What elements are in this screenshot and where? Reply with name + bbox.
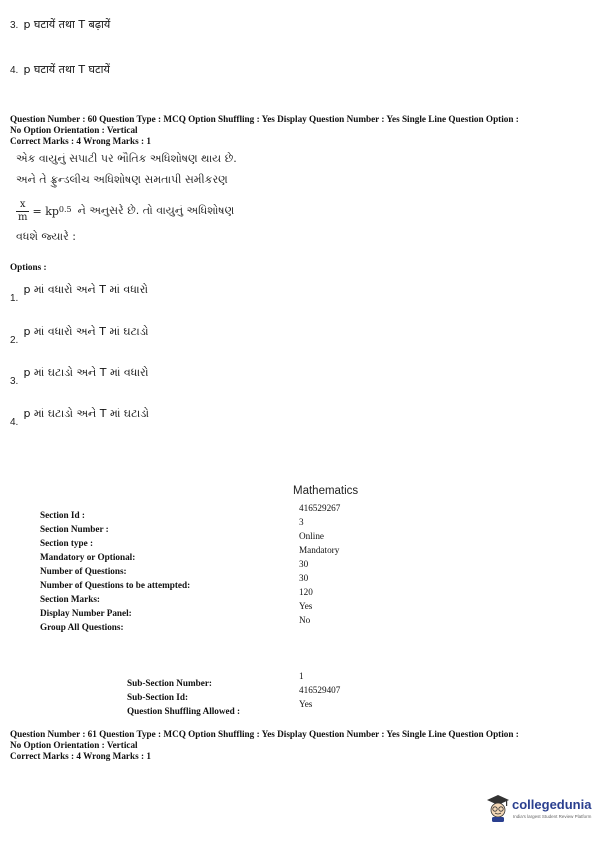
section-row-value: Yes: [299, 601, 313, 611]
logo-wordmark: collegedunia: [512, 797, 592, 812]
section-row: [40, 559, 380, 576]
section-row-label: Number of Questions:: [40, 566, 127, 576]
option-number: 4.: [10, 65, 19, 76]
section-row-label: Section Marks:: [40, 594, 100, 604]
question-meta-line2: No Option Orientation : Vertical: [10, 125, 138, 135]
question-text-line2: અને તે ફ્રુન્ડલીચ અધિશોષણ સમતાપી સમીકરણ: [16, 173, 228, 186]
subsection-row: [127, 671, 387, 688]
option-text: p માં ઘટાડો અને T માં વધારો: [23, 366, 149, 379]
fraction-numerator: x: [16, 199, 29, 212]
section-row-value: No: [299, 615, 311, 625]
subsection-row-value: 1: [299, 671, 304, 681]
section-title: Mathematics: [293, 485, 359, 497]
section-row-label: Section Id :: [40, 510, 85, 520]
subsection-row-label: Sub-Section Number:: [127, 678, 212, 688]
subsection-row-label: Question Shuffling Allowed :: [127, 706, 241, 716]
option-2[interactable]: [10, 320, 149, 346]
subsection-row: [127, 685, 387, 702]
subsection-row-value: Yes: [299, 699, 313, 709]
question-meta-line1: Question Number : 60 Question Type : MCQ Option Shuffling : Yes Display Question Number : Yes Single Line Question Option :: [10, 114, 519, 124]
section-row-label: Section type :: [40, 538, 94, 548]
equation-rhs: = kp: [32, 204, 59, 218]
question-equation-line: [16, 196, 237, 226]
subsection-row-value: 416529407: [299, 685, 341, 695]
section-row-label: Number of Questions to be attempted:: [40, 580, 191, 590]
question-text-line3: ને અનુસરે છે. તો વાયુનું અધિશોષણ: [77, 204, 235, 217]
section-row-label: Section Number :: [40, 524, 109, 534]
graduate-mascot-icon: [486, 794, 510, 822]
option-4[interactable]: [10, 402, 149, 428]
question-marks: Correct Marks : 4 Wrong Marks : 1: [10, 136, 151, 146]
section-row-value: 30: [299, 573, 309, 583]
question-meta-line2: No Option Orientation : Vertical: [10, 740, 138, 750]
section-row: [40, 503, 380, 520]
collegedunia-logo: [486, 794, 590, 824]
option-number: 3.: [10, 20, 19, 31]
section-row: [40, 573, 380, 590]
question-marks: Correct Marks : 4 Wrong Marks : 1: [10, 751, 151, 761]
question-60-body: [16, 152, 237, 250]
logo-tagline: India's largest Student Review Platform: [513, 814, 592, 819]
section-row-value: 120: [299, 587, 313, 597]
question-meta-line1: Question Number : 61 Question Type : MCQ Option Shuffling : Yes Display Question Number : Yes Single Line Question Option :: [10, 729, 519, 739]
subsection-row-label: Sub-Section Id:: [127, 692, 189, 702]
option-number: 3.: [10, 376, 19, 387]
option-number: 1.: [10, 293, 19, 304]
question-text-line1: એક વાયુનું સપાટી પર ભૌતિક અધિશોષણ થાય છે.: [16, 152, 237, 165]
section-row-label: Group All Questions:: [40, 622, 124, 632]
option-text: p घटायें तथा T बढ़ायें: [23, 18, 111, 31]
section-row: [40, 615, 380, 632]
fraction-denominator: m: [18, 211, 28, 223]
equation-exponent: 0.5: [58, 204, 72, 214]
section-row-value: Mandatory: [299, 545, 340, 555]
section-row-label: Display Number Panel:: [40, 608, 132, 618]
option-text: p માં વધારો અને T માં ઘટાડો: [23, 325, 149, 338]
section-row-value: 3: [299, 517, 304, 527]
section-row: [40, 545, 380, 562]
question-61-header: [10, 729, 590, 762]
option-3[interactable]: [10, 361, 149, 387]
question-text-line4: વધશે જ્યારે :: [16, 230, 76, 243]
section-row: [40, 601, 380, 618]
option-number: 2.: [10, 335, 19, 346]
section-row-value: Online: [299, 531, 325, 541]
section-row-value: 30: [299, 559, 309, 569]
subsection-row: [127, 699, 387, 716]
section-row-label: Mandatory or Optional:: [40, 552, 136, 562]
section-row: [40, 517, 380, 534]
subsection-info-table: [127, 671, 387, 716]
section-info-table: [40, 503, 380, 632]
fraction-x-over-m: [16, 199, 29, 224]
question-60-header: [10, 114, 590, 147]
section-row-value: 416529267: [299, 503, 341, 513]
option-text: p માં ઘટાડો અને T માં ઘટાડો: [23, 407, 149, 420]
prev-option-4: [10, 58, 110, 77]
prev-option-3: [10, 13, 110, 32]
section-row: [40, 531, 380, 548]
option-text: p घटायें तथा T घटायें: [23, 63, 110, 76]
option-number: 4.: [10, 417, 19, 428]
options-label: Options :: [10, 262, 47, 272]
section-row: [40, 587, 380, 604]
option-text: p માં વધારો અને T માં વધારો: [23, 283, 149, 296]
option-1[interactable]: [10, 278, 149, 304]
